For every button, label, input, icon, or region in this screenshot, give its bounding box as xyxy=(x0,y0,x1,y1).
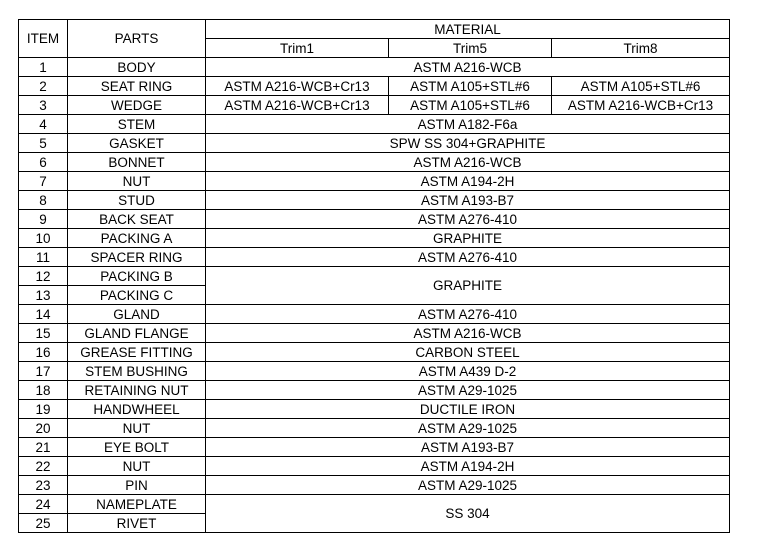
material-cell: ASTM A276-410 xyxy=(206,210,730,229)
item-number-cell: 11 xyxy=(19,248,68,267)
material-table-body xyxy=(19,20,730,533)
material-cell: CARBON STEEL xyxy=(206,343,730,362)
material-cell: ASTM A216-WCB xyxy=(206,153,730,172)
material-cell: ASTM A194-2H xyxy=(206,172,730,191)
material-cell: ASTM A439 D-2 xyxy=(206,362,730,381)
item-number-cell: 10 xyxy=(19,229,68,248)
part-name-cell: STUD xyxy=(68,191,206,210)
part-name-cell: RETAINING NUT xyxy=(68,381,206,400)
part-name-cell: SEAT RING xyxy=(68,77,206,96)
part-name-cell: PACKING B xyxy=(68,267,206,286)
part-name-cell: PACKING A xyxy=(68,229,206,248)
material-table xyxy=(18,19,730,533)
part-name-cell: NUT xyxy=(68,457,206,476)
part-name-cell: HANDWHEEL xyxy=(68,400,206,419)
trim8-column-header: Trim8 xyxy=(552,39,730,58)
material-cell: ASTM A29-1025 xyxy=(206,381,730,400)
material-cell: SS 304 xyxy=(206,495,730,533)
trim-material-cell: ASTM A105+STL#6 xyxy=(389,96,552,115)
part-name-cell: BONNET xyxy=(68,153,206,172)
table-row xyxy=(19,305,730,324)
part-name-cell: PACKING C xyxy=(68,286,206,305)
item-number-cell: 9 xyxy=(19,210,68,229)
item-number-cell: 20 xyxy=(19,419,68,438)
part-name-cell: RIVET xyxy=(68,514,206,533)
material-cell: GRAPHITE xyxy=(206,229,730,248)
item-number-cell: 21 xyxy=(19,438,68,457)
table-row xyxy=(19,438,730,457)
material-cell: SPW SS 304+GRAPHITE xyxy=(206,134,730,153)
item-number-cell: 22 xyxy=(19,457,68,476)
table-row xyxy=(19,115,730,134)
table-row xyxy=(19,381,730,400)
material-cell: DUCTILE IRON xyxy=(206,400,730,419)
part-name-cell: STEM BUSHING xyxy=(68,362,206,381)
item-number-cell: 25 xyxy=(19,514,68,533)
part-name-cell: NUT xyxy=(68,419,206,438)
material-cell: ASTM A29-1025 xyxy=(206,419,730,438)
item-number-cell: 12 xyxy=(19,267,68,286)
table-row xyxy=(19,362,730,381)
table-row xyxy=(19,476,730,495)
material-cell: ASTM A276-410 xyxy=(206,305,730,324)
part-name-cell: PIN xyxy=(68,476,206,495)
table-row xyxy=(19,267,730,286)
part-name-cell: BACK SEAT xyxy=(68,210,206,229)
item-number-cell: 15 xyxy=(19,324,68,343)
material-cell: ASTM A182-F6a xyxy=(206,115,730,134)
trim-material-cell: ASTM A105+STL#6 xyxy=(552,77,730,96)
item-number-cell: 24 xyxy=(19,495,68,514)
table-row xyxy=(19,77,730,96)
header-row-top xyxy=(19,20,730,39)
item-number-cell: 17 xyxy=(19,362,68,381)
item-number-cell: 19 xyxy=(19,400,68,419)
item-number-cell: 16 xyxy=(19,343,68,362)
item-number-cell: 2 xyxy=(19,77,68,96)
parts-column-header: PARTS xyxy=(68,20,206,58)
material-cell: ASTM A194-2H xyxy=(206,457,730,476)
material-cell: ASTM A216-WCB xyxy=(206,324,730,343)
item-number-cell: 23 xyxy=(19,476,68,495)
item-number-cell: 13 xyxy=(19,286,68,305)
item-number-cell: 5 xyxy=(19,134,68,153)
trim-material-cell: ASTM A216-WCB+Cr13 xyxy=(206,96,389,115)
table-row xyxy=(19,191,730,210)
material-cell: GRAPHITE xyxy=(206,267,730,305)
trim-material-cell: ASTM A216-WCB+Cr13 xyxy=(206,77,389,96)
item-number-cell: 18 xyxy=(19,381,68,400)
trim5-column-header: Trim5 xyxy=(389,39,552,58)
part-name-cell: GLAND xyxy=(68,305,206,324)
part-name-cell: NAMEPLATE xyxy=(68,495,206,514)
table-row xyxy=(19,419,730,438)
material-column-header: MATERIAL xyxy=(206,20,730,39)
part-name-cell: SPACER RING xyxy=(68,248,206,267)
part-name-cell: NUT xyxy=(68,172,206,191)
trim-material-cell: ASTM A216-WCB+Cr13 xyxy=(552,96,730,115)
table-row xyxy=(19,153,730,172)
part-name-cell: WEDGE xyxy=(68,96,206,115)
part-name-cell: BODY xyxy=(68,58,206,77)
item-number-cell: 6 xyxy=(19,153,68,172)
part-name-cell: EYE BOLT xyxy=(68,438,206,457)
table-row xyxy=(19,248,730,267)
item-number-cell: 8 xyxy=(19,191,68,210)
item-number-cell: 7 xyxy=(19,172,68,191)
table-row xyxy=(19,229,730,248)
table-row xyxy=(19,495,730,514)
table-row xyxy=(19,210,730,229)
table-row xyxy=(19,400,730,419)
material-cell: ASTM A193-B7 xyxy=(206,191,730,210)
table-row xyxy=(19,324,730,343)
item-number-cell: 1 xyxy=(19,58,68,77)
item-number-cell: 3 xyxy=(19,96,68,115)
table-row xyxy=(19,457,730,476)
material-cell: ASTM A216-WCB xyxy=(206,58,730,77)
table-row xyxy=(19,96,730,115)
part-name-cell: GREASE FITTING xyxy=(68,343,206,362)
material-cell: ASTM A29-1025 xyxy=(206,476,730,495)
item-column-header: ITEM xyxy=(19,20,68,58)
item-number-cell: 4 xyxy=(19,115,68,134)
part-name-cell: GASKET xyxy=(68,134,206,153)
table-row xyxy=(19,134,730,153)
table-row xyxy=(19,172,730,191)
item-number-cell: 14 xyxy=(19,305,68,324)
part-name-cell: STEM xyxy=(68,115,206,134)
material-cell: ASTM A193-B7 xyxy=(206,438,730,457)
trim1-column-header: Trim1 xyxy=(206,39,389,58)
table-row xyxy=(19,58,730,77)
part-name-cell: GLAND FLANGE xyxy=(68,324,206,343)
material-cell: ASTM A276-410 xyxy=(206,248,730,267)
trim-material-cell: ASTM A105+STL#6 xyxy=(389,77,552,96)
table-row xyxy=(19,343,730,362)
